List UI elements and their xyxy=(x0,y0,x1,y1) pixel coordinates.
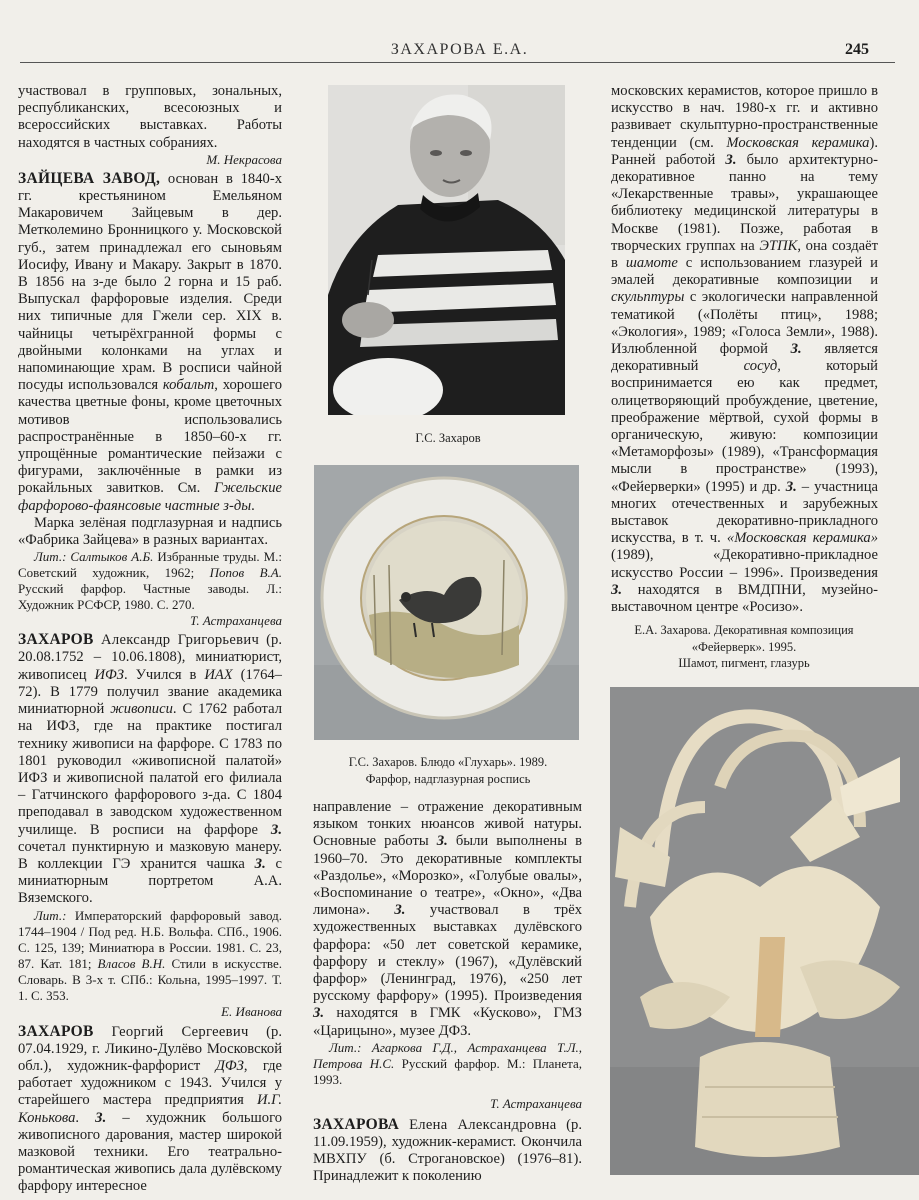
photo2-caption: Г.С. Захаров. Блюдо «Глухарь». 1989. Фарфор, надглазурная роспись xyxy=(348,755,548,786)
entry-headword: ЗАХАРОВА xyxy=(313,1115,400,1133)
entry-zakharova: ЗАХАРОВА Елена Александровна (р. 11.09.1959), художник-керамист. Окончила МВХПУ (б. Строгановское) (1976–81). Принадлежит к поколению xyxy=(313,1115,582,1185)
entry-headword: ЗАХАРОВ xyxy=(18,1022,94,1040)
literature: Лит.: Агаркова Г.Д., Астраханцева Т.Л., Петрова Н.С. Русский фарфор. М.: Планета, 1993. xyxy=(313,1039,583,1087)
photo1-caption: Г.С. Захаров xyxy=(415,431,481,445)
author-signature: Т. Астраханцева xyxy=(489,1095,582,1111)
entry-zakharov-g: ЗАХАРОВ Георгий Сергеевич (р. 07.04.1929, г. Ликино-Дулёво Московской обл.), художник-фарфорист ДФЗ, где работает художником с 1943. Учился у старейшего мастера предприятия И.Г. Конькова. З. – художник большого живописного дарования, мастер широкой мазковой техники. Его театрально-романтическая живопись дала дулёвскому фарфору интересное xyxy=(18,1022,283,1195)
entry-paragraph: Марка зелёная подглазурная и надпись «Фабрика Зайцева» в разных вариантах. xyxy=(18,514,282,549)
literature: Лит.: Салтыков А.Б. Избранные труды. М.: Советский художник, 1962; Попов В.А. Русский фарфор. Частные заводы. Л.: Художник РСФСР, 1980. С. 270. xyxy=(18,549,282,613)
cross-ref-kobalt: кобальт xyxy=(162,377,215,394)
plate-photo xyxy=(314,465,579,740)
portrait-photo xyxy=(328,85,565,415)
running-title: ЗАХАРОВА Е.А. xyxy=(390,41,529,58)
cross-ref-gzhel: Гжельские фарфорово-фаянсовые частные з-ды xyxy=(18,480,282,514)
author-signature: М. Некрасова xyxy=(206,151,282,167)
column-1 xyxy=(18,83,282,1196)
entry-headword: ЗАЙЦЕВА ЗАВОД, xyxy=(18,169,161,187)
author-signature: Е. Иванова xyxy=(221,1003,282,1019)
entry-zaitseva: ЗАЙЦЕВА ЗАВОД, основан в 1840-х гг. крестьянином Емельяном Макаровичем Зайцевым в дер. Метколемино Бронницкого у. Московской губ., затем принадлежал его сыновьям Иосифу, Ивану и Макару. Закрыт в 1870. В 1856 на з-де было 2 горна и 15 раб. Выпускал фарфоровые изделия. Среди них типичные для Гжели сер. XIX в. чайницы четырёхгранной формы с двойными колонками на углах и напоминающие храм. В росписи чайной посуды использовался кобальт, хорошего качества цветные фоны, кроме цветочных мотивов использовались распространённые в 1850–60-х гг. упрощённые романтические пейзажи с фигурами, заключённые в рамки из рокайльных завитков. См. Гжельские фарфорово-фаянсовые частные з-ды. Марка зелёная подглазурная и надпись «Фабрика Зайцева» в разных вариантах. Лит.: Салтыков А.Б. Избранные труды. М.: Советский художник, 1962; Попов В.А. Русский фарфор. Частные заводы. Л.: Художник РСФСР, 1980. С. 270. Т. Астраханцева xyxy=(18,169,282,629)
running-header xyxy=(14,0,905,64)
photo3-caption: Е.А. Захарова. Декоративная композиция «Фейерверк». 1995. Шамот, пигмент, глазурь xyxy=(634,623,854,670)
sculpture-photo xyxy=(610,687,919,1175)
literature: Лит.: Императорский фарфоровый завод. 1744–1904 / Под ред. Н.Б. Вольфа. СПб., 1906. С. 125, 139; Миниатюра в России. 1981. С. 23, 87. Кат. 181; Власов В.Н. Стили в искусстве. Словарь. В 3-х т. СПб.: Кольна, 1995–1997. Т. 1. С. 353. xyxy=(18,907,283,1003)
column-3: московских керамистов, которое пришло в искусство в нач. 1980-х гг. и активно развивает скульптурно-пространственные тенденции (см. Московская керамика). Ранней работой З. было архитектурно-декоративное панно на тему «Лекарственные травы», украшающее библиотеку медицинской литературы в Москве (1981). Позже, работая в творческих группах на ЭТПК, она создаёт в шамоте с использованием глазурей и эмалей декоративные композиции и скульптуры с экологически направленной тематикой («Полёты птиц», 1988; «Экология», 1989; «Голоса Земли», 1988). Излюбленной формой З. является декоративный сосуд, который воспринимается ею как предмет, олицетворяющий пробуждение, цветение, преображение мёртвой, сухой формы в органическую, живую: композиции «Метаморфозы» (1989), «Трансформация мысли в пространстве» (1993), «Фейерверки» (1995) и др. З. – участница многих отечественных и зарубежных выставок декоративно-прикладного искусства, в т. ч. «Московская керамика» (1989), «Декоративно-прикладное искусство России – 1996». Произведения З. находятся в ВМДПНИ, музейно-выставочном центре «Росизо». xyxy=(611,83,878,616)
page-number: 245 xyxy=(845,41,869,58)
entry-continuation: участвовал в групповых, зональных, республиканских, всесоюзных и всероссийских выставках. Работы находятся в частных собраниях. xyxy=(18,83,282,151)
author-signature: Т. Астраханцева xyxy=(189,613,282,629)
column-2: направление – отражение декоративным языком тонких нюансов живой натуры. Основные работы З. были выполнены в 1960–70. Это декоративные комплекты «Раздолье», «Морозко», «Голубые овалы», «Воспоминание о театре», «Окно», «Два лимона». З. участвовал в трёх художественных выставках дулёвского фарфора: «50 лет советской керамике, фарфору и стеклу» (1967), «Дулёвский фарфор» (Ленинград, 1976), «250 лет русскому фарфору» (1995). Произведения З. находятся в ГМК «Кусково», ГМЗ «Царицыно», музее ДФЗ. Лит.: Агаркова Г.Д., Астраханцева Т.Л., Петрова Н.С. Русский фарфор. М.: Планета, 1993. Т. Астраханцева ЗАХАРОВА Елена Александровна (р. 11.09.1959), художник-керамист. Окончила МВХПУ (б. Строгановское) (1976–81). Принадлежит к поколению xyxy=(313,799,583,1185)
header-rule xyxy=(20,62,895,63)
entry-zakharov-a: ЗАХАРОВ Александр Григорьевич (р. 20.08.1752 – 10.06.1808), миниатюрист, живописец ИФЗ. Учился в ИАХ (1764–72). В 1779 получил звание академика миниатюрной живописи. С 1762 работал на ИФЗ, где на практике постигал технику живописи на фарфоре. С 1783 по 1801 руководил «живописной палатой» ИФЗ и живописной палатой его филиала – Гатчинского фарфорового з-да. С 1804 преподавал в заводском художественном училище. В росписи на фарфоре З. сочетал пунктирную и мазковую манеру. В коллекции ГЭ хранится чашка З. с миниатюрным портретом А.А. Вяземского. Лит.: Императорский фарфоровый завод. 1744–1904 / Под ред. Н.Б. Вольфа. СПб., 1906. С. 125, 139; Миниатюра в России. 1981. С. 23, 87. Кат. 181; Власов В.Н. Стили в искусстве. Словарь. В 3-х т. СПб.: Кольна, 1995–1997. Т. 1. С. 353. Е. Иванова xyxy=(18,631,283,1019)
entry-headword: ЗАХАРОВ xyxy=(18,631,94,649)
